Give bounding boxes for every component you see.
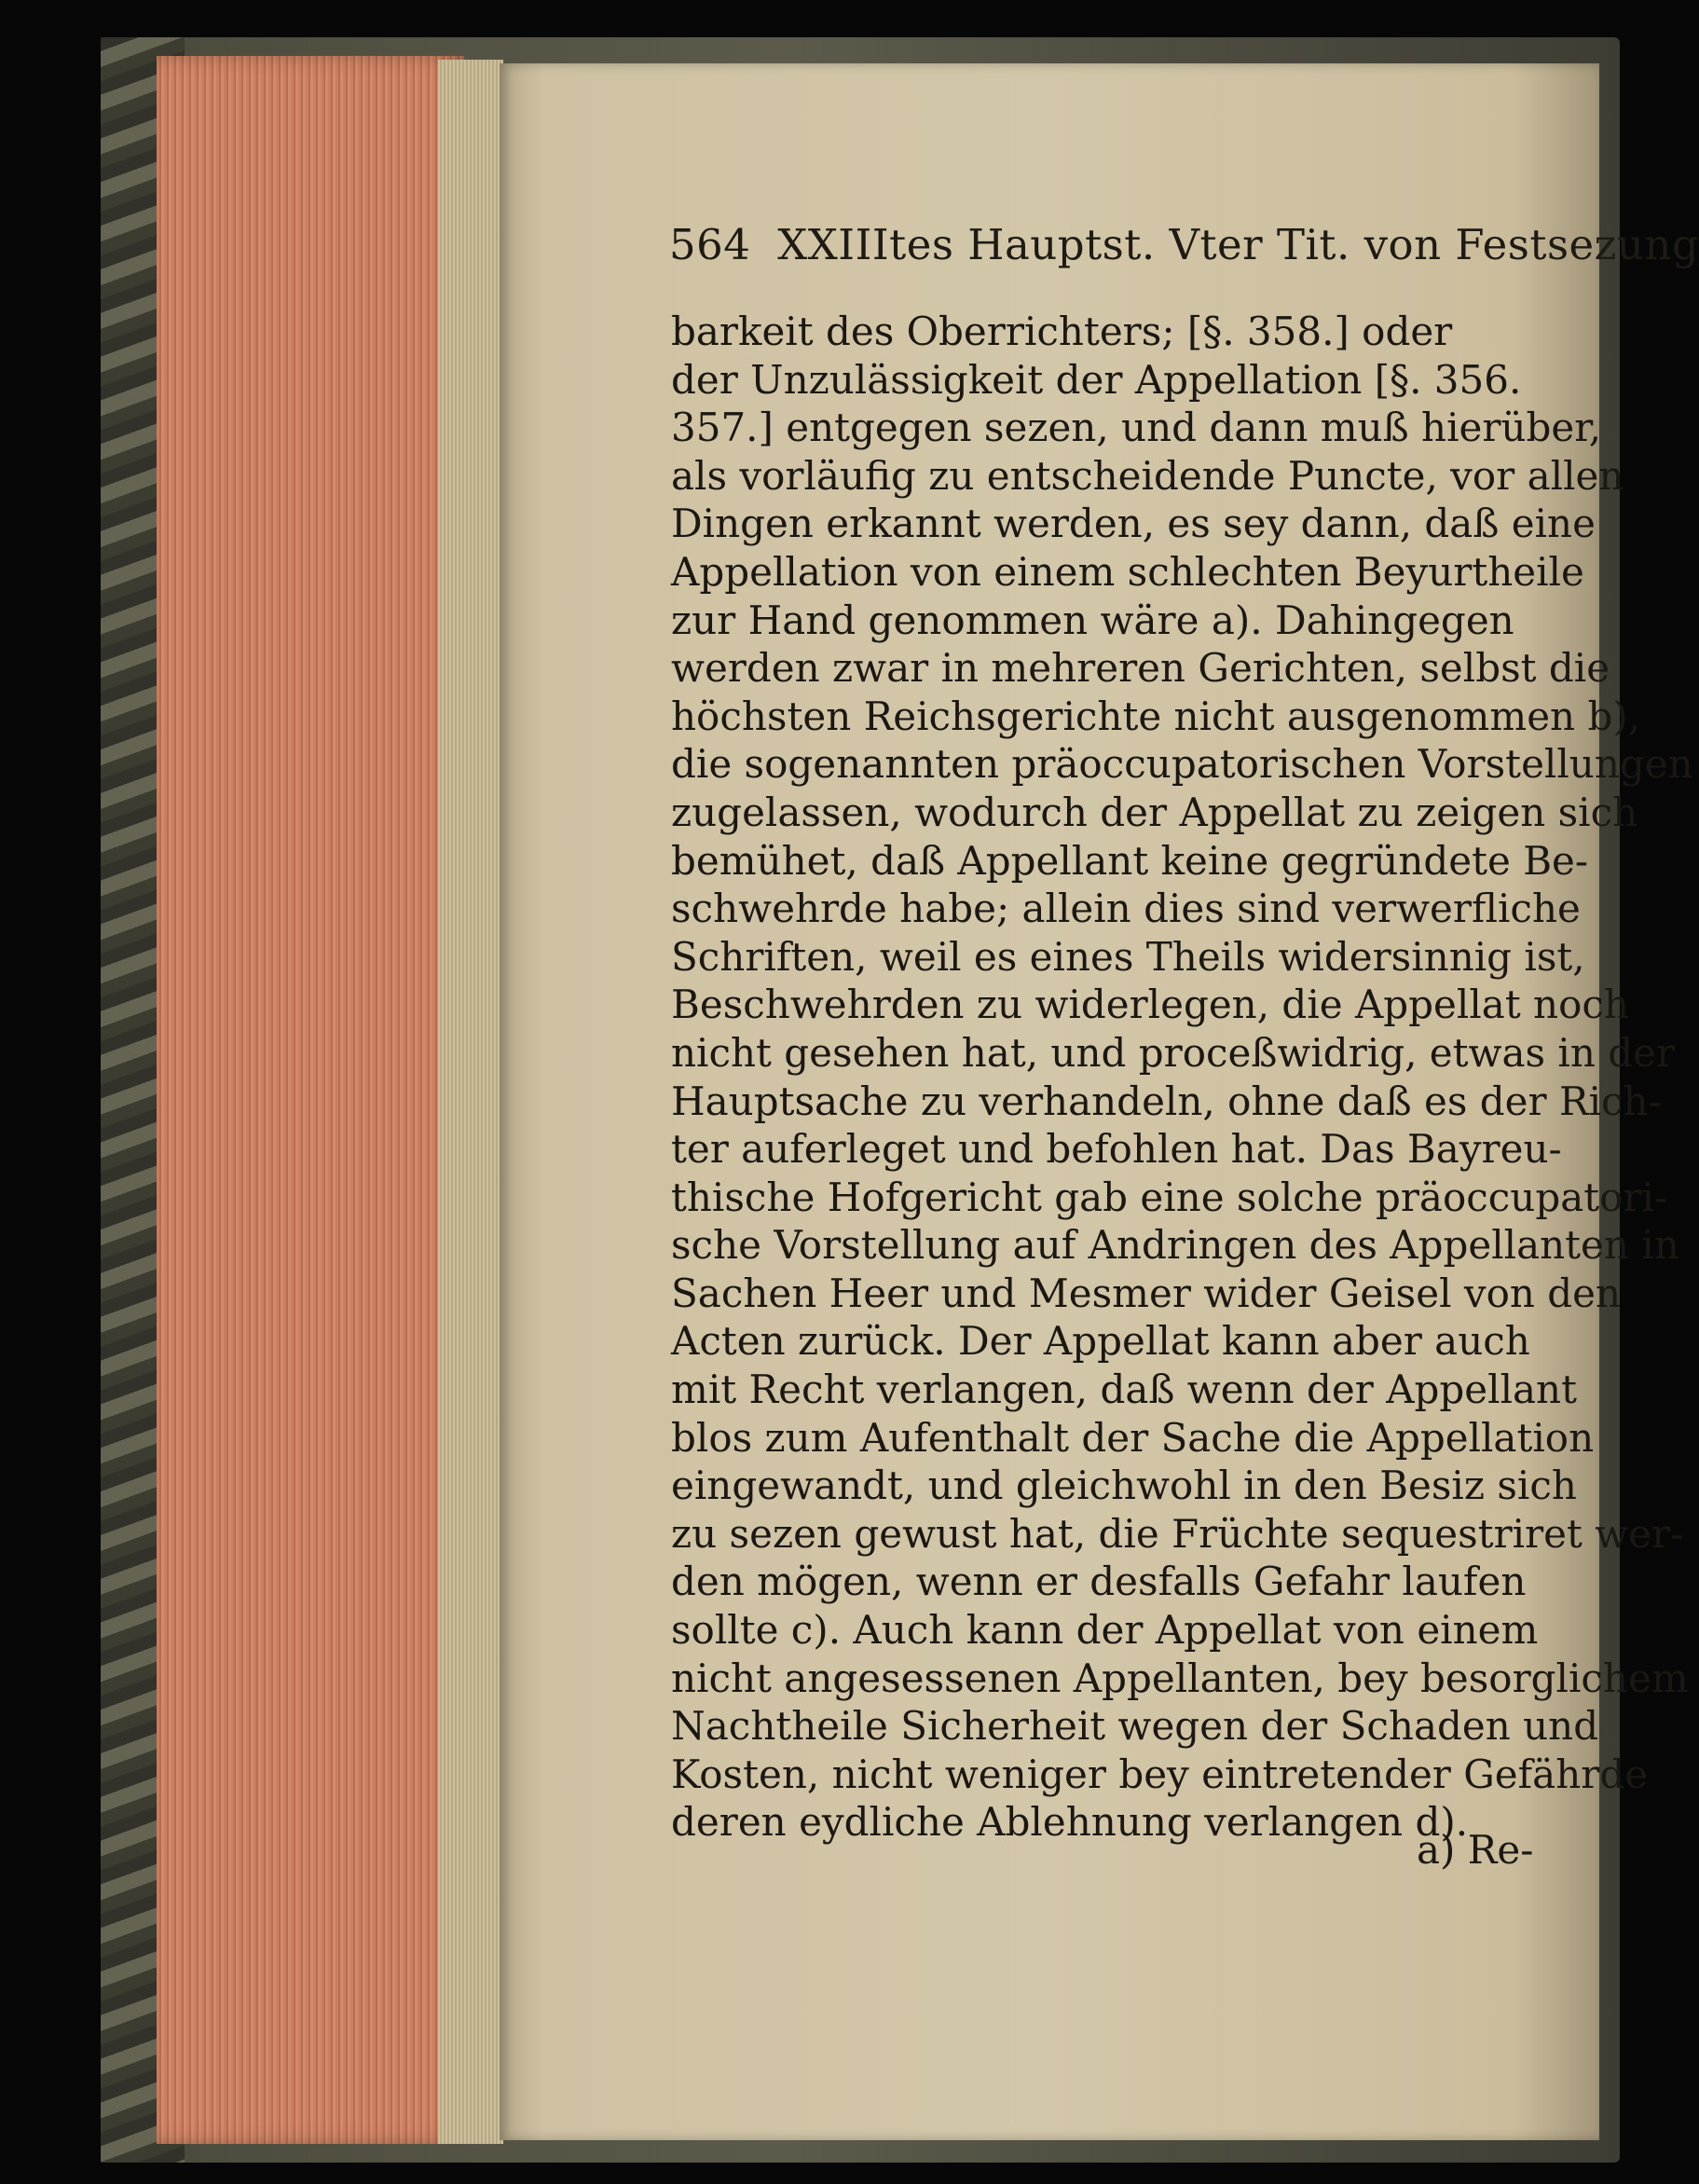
text-line: deren eydliche Ablehnung verlangen d).	[671, 1799, 1469, 1846]
text-line: zugelassen, wodurch der Appellat zu zeigen sich	[671, 789, 1638, 835]
text-line: werden zwar in mehreren Gerichten, selbst die	[671, 645, 1610, 692]
text-line: zu sezen gewust hat, die Früchte sequestriret wer-	[671, 1510, 1684, 1557]
text-line: barkeit des Oberrichters; [§. 358.] oder	[671, 309, 1453, 354]
text-line: ter auferleget und befohlen hat. Das Bayreu-	[671, 1126, 1562, 1173]
page-number: 564	[669, 220, 751, 269]
text-line: mit Recht verlangen, daß wenn der Appellant	[671, 1367, 1577, 1413]
text-line: sollte c). Auch kann der Appellat von einem	[671, 1607, 1539, 1654]
text-line: höchsten Reichsgerichte nicht ausgenommen b),	[671, 693, 1641, 739]
body-text	[671, 308, 1693, 1847]
text-line: als vorläufig zu entscheidende Puncte, vor allen	[671, 452, 1624, 499]
text-line: Acten zurück. Der Appellat kann aber auch	[671, 1318, 1530, 1365]
text-line: Dingen erkannt werden, es sey dann, daß eine	[671, 501, 1596, 547]
text-line: blos zum Aufenthalt der Sache die Appellation	[671, 1414, 1595, 1461]
page-stack-edges	[438, 60, 503, 2144]
page-block-edge	[157, 56, 464, 2144]
text-line: nicht gesehen hat, und proceßwidrig, etwas in der	[671, 1029, 1676, 1076]
text-line: Sachen Heer und Mesmer wider Geisel von den	[671, 1270, 1622, 1316]
text-line: zur Hand genommen wäre a). Dahingegen	[671, 597, 1514, 643]
text-line: 357.] entgegen sezen, und dann muß hierüber,	[671, 405, 1602, 451]
text-line: schwehrde habe; allein dies sind verwerfliche	[671, 886, 1581, 932]
text-line: Schriften, weil es eines Theils widersinnig ist,	[671, 933, 1585, 980]
text-line: Appellation von einem schlechten Beyurtheile	[671, 548, 1584, 595]
text-line: eingewandt, und gleichwohl in den Besiz sich	[671, 1463, 1577, 1509]
running-head-title: XXIIItes Hauptst. Vter Tit. von Festsezung	[777, 220, 1699, 269]
text-line: sche Vorstellung auf Andringen des Appellanten in	[671, 1222, 1679, 1269]
text-line: Nachtheile Sicherheit wegen der Schaden und	[671, 1703, 1599, 1750]
text-line: den mögen, wenn er desfalls Gefahr laufen	[671, 1559, 1527, 1605]
text-line: Hauptsache zu verhandeln, ohne daß es der Rich-	[671, 1078, 1662, 1124]
text-line: Kosten, nicht weniger bey eintretender Gefährde	[671, 1751, 1649, 1797]
text-line: thische Hofgericht gab eine solche präoccupatori-	[671, 1174, 1668, 1220]
text-line: der Unzulässigkeit der Appellation [§. 356.	[671, 356, 1522, 403]
text-line: bemühet, daß Appellant keine gegründete Be-	[671, 837, 1589, 884]
text-line: nicht angesessenen Appellanten, bey besorglichem	[671, 1655, 1689, 1701]
text-line: die sogenannten präoccupatorischen Vorstellungen	[671, 741, 1693, 788]
text-line: Beschwehrden zu widerlegen, die Appellat noch	[671, 982, 1629, 1028]
running-head	[669, 220, 1699, 269]
catchword: a) Re-	[1417, 1827, 1534, 1873]
